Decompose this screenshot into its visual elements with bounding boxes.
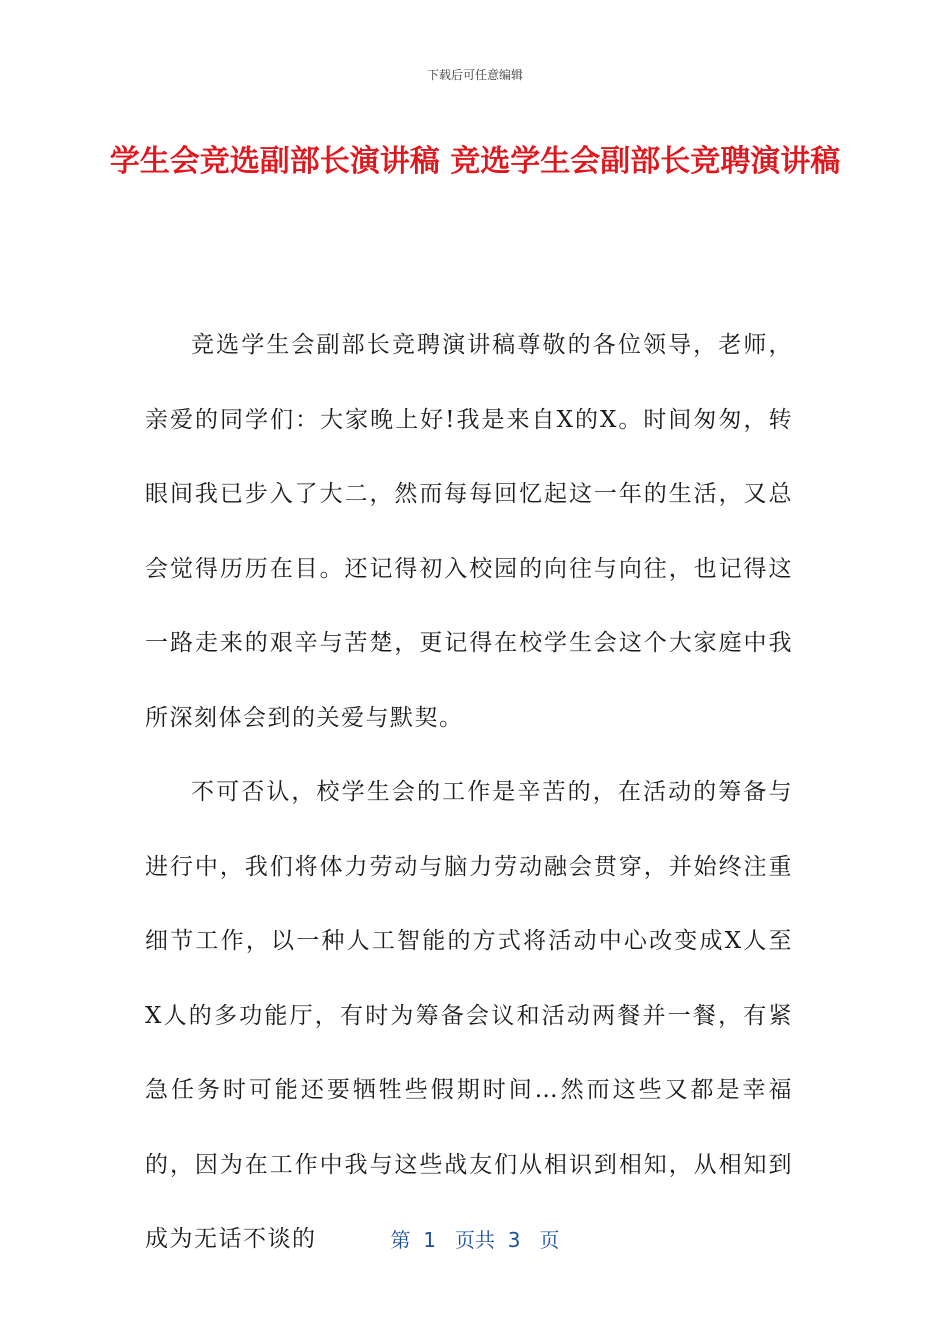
paragraph: 竞选学生会副部长竞聘演讲稿尊敬的各位领导，老师，亲爱的同学们：大家晚上好!我是来自X的X。时间匆匆，转眼间我已步入了大二，然而每每回忆起这一年的生活，又总会觉得历历在目。还记得初入校园的向往与向往，也记得这一路走来的艰辛与苦楚，更记得在校学生会这个大家庭中我所深刻体会到的关爱与默契。 xyxy=(145,332,793,731)
document-title: 学生会竞选副部长演讲稿 竞选学生会副部长竞聘演讲稿 xyxy=(109,144,841,179)
paragraph: 不可否认，校学生会的工作是辛苦的，在活动的筹备与进行中，我们将体力劳动与脑力劳动融会贯穿，并始终注重细节工作，以一种人工智能的方式将活动中心改变成X人至X人的多功能厅，有时为筹备会议和活动两餐并一餐，有紧急任务时可能还要牺牲些假期时间…然而这些又都是幸福的，因为在工作中我与这些战友们从相识到相知，从相知到成为无话不谈的 xyxy=(145,779,793,1252)
header-note: 下载后可任意编辑 xyxy=(426,68,523,82)
page-footer: 第 1 页共 3 页 xyxy=(390,1228,560,1252)
document-body xyxy=(145,308,793,1277)
